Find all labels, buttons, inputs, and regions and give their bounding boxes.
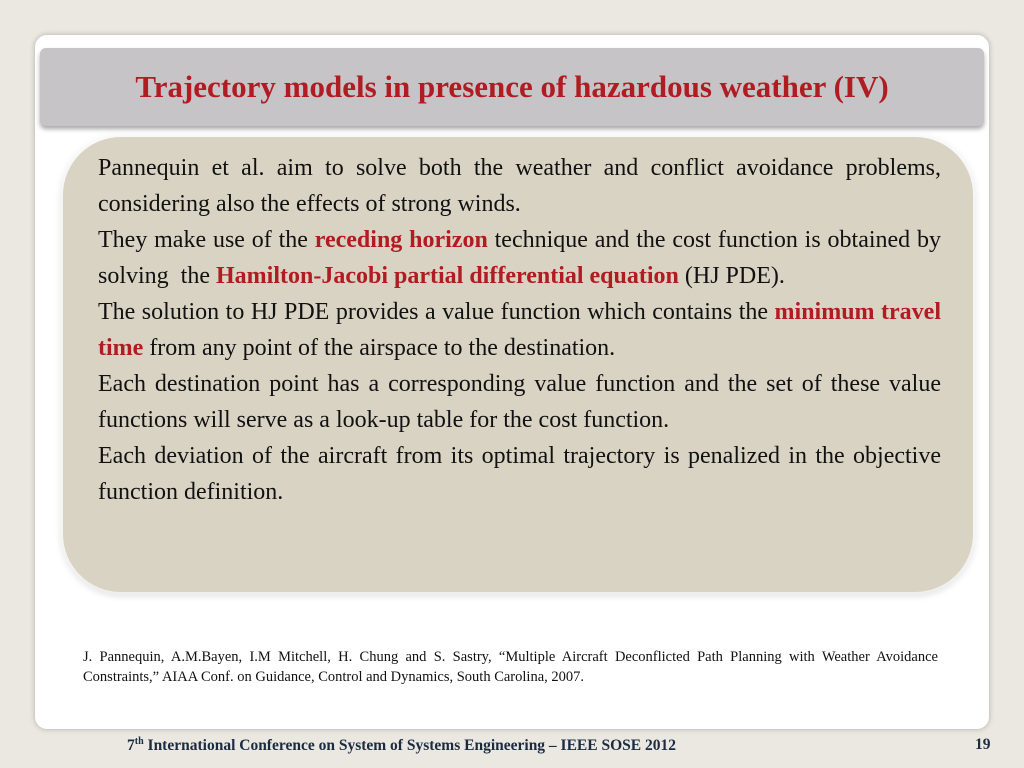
paragraph-text: Pannequin et al. aim to solve both the weather and conflict avoidance problems, considering also the effects of strong winds.: [98, 155, 941, 217]
page-number: 19: [975, 736, 991, 753]
paragraph-text: (HJ PDE).: [678, 263, 785, 289]
paragraph-text: Each deviation of the aircraft from its optimal trajectory is penalized in the objective function definition.: [98, 443, 941, 505]
paragraph-4: [98, 366, 941, 438]
conference-name: International Conference on System of Systems Engineering – IEEE SOSE 2012: [143, 737, 676, 755]
paragraph-1: [98, 150, 941, 222]
paragraph-text: The solution to HJ PDE provides a value function which contains the: [98, 299, 775, 325]
ordinal-number: 7: [127, 737, 135, 755]
ordinal-suffix: th: [134, 736, 144, 747]
footer: [0, 736, 1024, 764]
highlight-minimum-travel-time: minimum travel time: [98, 299, 942, 361]
footer-conference: [127, 736, 676, 755]
slide-content: [98, 150, 947, 510]
paragraph-5: [98, 438, 941, 510]
paragraph-text: Each destination point has a corresponding value function and the set of these value functions will serve as a look-up table for the cost function.: [98, 371, 941, 433]
paragraph-text: technique and the cost function is obtained by solving the: [98, 227, 947, 289]
reference-citation: J. Pannequin, A.M.Bayen, I.M Mitchell, H. Chung and S. Sastry, “Multiple Aircraft Deconflicted Path Planning with Weather Avoidance Constraints,” AIAA Conf. on Guidance, Control and Dynamics, South Carolina, 2007.: [83, 649, 938, 685]
highlight-receding-horizon: receding horizon: [314, 227, 488, 253]
paragraph-text: from any point of the airspace to the destination.: [143, 335, 616, 361]
highlight-hamilton-jacobi: Hamilton-Jacobi partial differential equation: [216, 263, 679, 289]
title-bar: [40, 48, 984, 126]
paragraph-2: [98, 222, 947, 294]
paragraph-text: They make use of the: [98, 227, 315, 253]
paragraph-3: [98, 294, 941, 366]
slide-title: Trajectory models in presence of hazardous weather (IV): [135, 69, 889, 104]
